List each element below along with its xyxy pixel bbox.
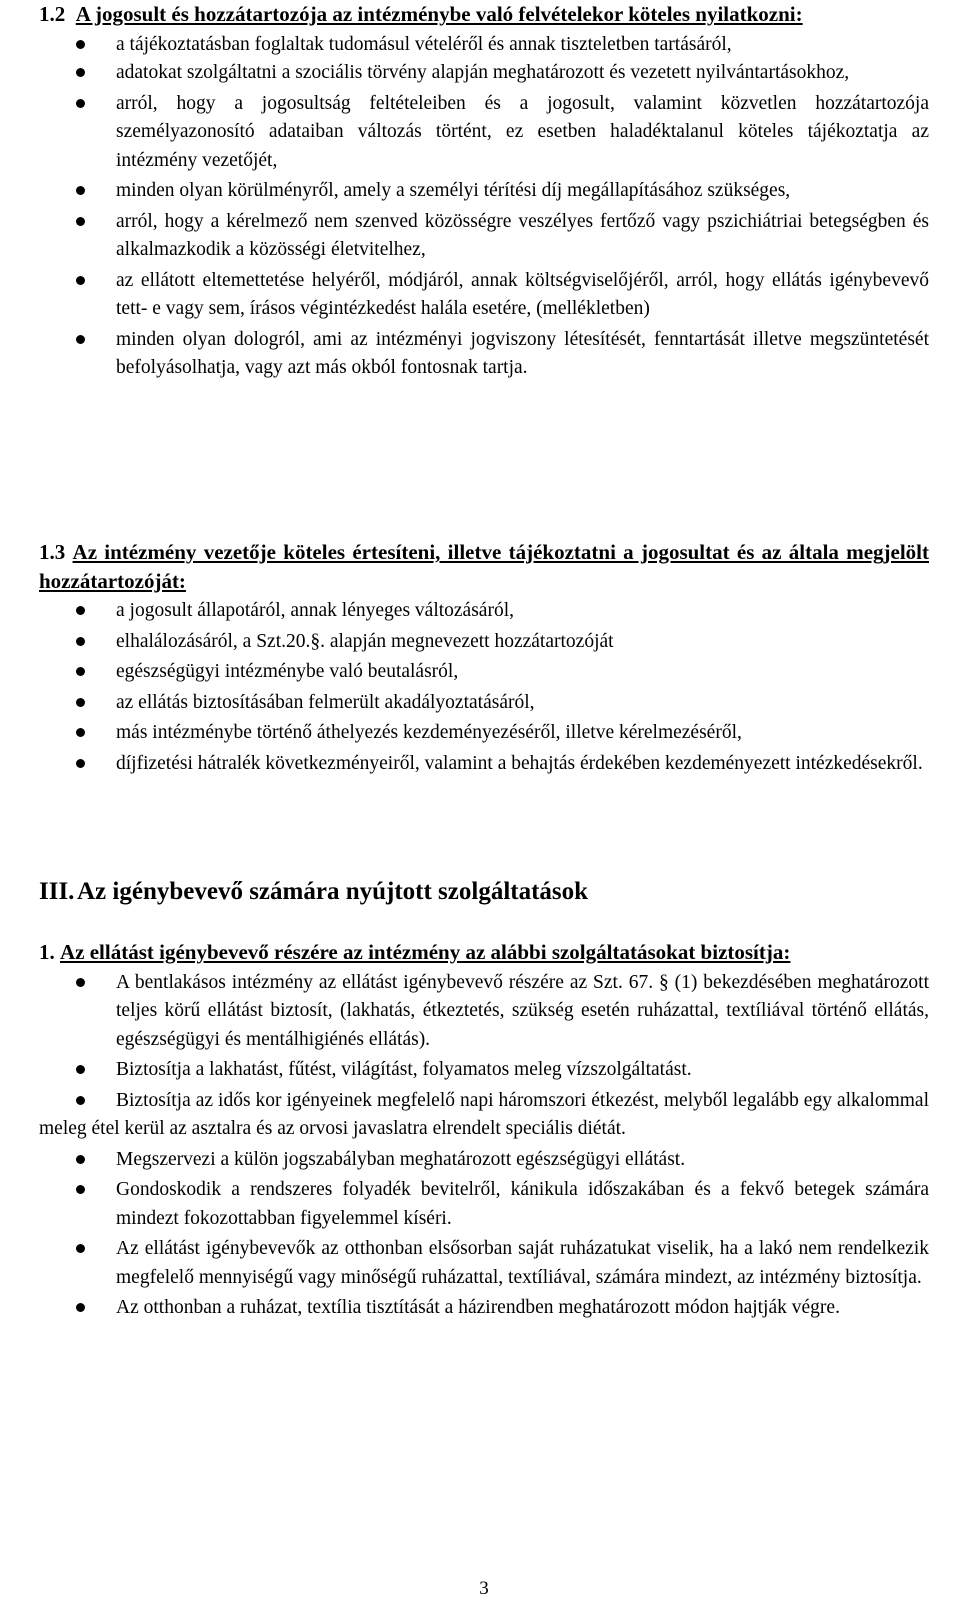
list-item: az ellátás biztosításában felmerült akadályoztatásáról,: [39, 689, 929, 718]
list-item: minden olyan dologról, ami az intézményi jogviszony létesítését, fenntartását illetve megszüntetését befolyásolhatja, vagy azt más okból fontosnak tartja.: [39, 326, 929, 383]
bullet-icon: [76, 68, 85, 77]
list-item: Gondoskodik a rendszeres folyadék bevitelről, kánikula időszakában és a fekvő betegek számára mindezt fokozottabban figyelemmel kíséri.: [39, 1176, 929, 1233]
bullet-icon: [76, 606, 85, 615]
bullet-icon: [76, 1244, 85, 1253]
bullet-icon: [76, 99, 85, 108]
list-item: arról, hogy a jogosultság feltételeiben és a jogosult, valamint közvetlen hozzátartozója személyazonosító adataiban változás történt, ez esetben haladéktalanul köteles tájékoztatja az intézmény vezetőjét,: [39, 90, 929, 176]
bullet-icon: [76, 667, 85, 676]
section-1: [39, 938, 929, 1323]
bullet-icon: [76, 1185, 85, 1194]
section-title: A jogosult és hozzátartozója az intézménybe való felvételekor köteles nyilatkozni:: [75, 2, 803, 26]
chapter-title: Az igénybevevő számára nyújtott szolgáltatások: [77, 878, 589, 905]
page-number: 3: [479, 1578, 489, 1599]
bullet-icon: [76, 186, 85, 195]
section-number: 1.2: [39, 2, 66, 26]
bullet-icon: [76, 698, 85, 707]
section-1-3-heading: [39, 538, 929, 595]
list-item: elhalálozásáról, a Szt.20.§. alapján megnevezett hozzátartozóját: [39, 628, 929, 657]
bullet-icon: [76, 1155, 85, 1164]
list-item: Megszervezi a külön jogszabályban meghatározott egészségügyi ellátást.: [39, 1146, 929, 1175]
list-item: más intézménybe történő áthelyezés kezdeményezéséről, illetve kérelmezéséről,: [39, 719, 929, 748]
list-item: a tájékoztatásban foglaltak tudomásul vételéről és annak tiszteletben tartásáról,: [39, 31, 929, 60]
section-1-list: [39, 969, 929, 1323]
list-item: a jogosult állapotáról, annak lényeges változásáról,: [39, 597, 929, 626]
bullet-icon: [76, 1303, 85, 1312]
list-item: minden olyan körülményről, amely a személyi térítési díj megállapításához szükséges,: [39, 177, 929, 206]
section-title: Az intézmény vezetője köteles értesíteni, illetve tájékoztatni a jogosultat és az általa megjelölt hozzátartozóját:: [39, 540, 929, 593]
section-title: Az ellátást igénybevevő részére az intézmény az alábbi szolgáltatásokat biztosítja:: [60, 940, 791, 964]
bullet-icon: [76, 276, 85, 285]
section-1-heading: [39, 938, 929, 967]
section-number: 1.3: [39, 540, 66, 564]
list-item: az ellátott eltemettetése helyéről, módjáról, annak költségviselőjéről, arról, hogy ellátás igénybevevő tett- e vagy sem, írásos végintézkedést halála esetére, (mellékletben): [39, 267, 929, 324]
bullet-icon: [76, 728, 85, 737]
chapter-numeral: III.: [39, 878, 75, 905]
bullet-icon: [76, 217, 85, 226]
section-1-2-list: [39, 31, 929, 383]
list-item: díjfizetési hátralék következményeiről, valamint a behajtás érdekében kezdeményezett intézkedésekről.: [39, 750, 929, 779]
list-item: A bentlakásos intézmény az ellátást igénybevevő részére az Szt. 67. § (1) bekezdésében meghatározott teljes körű ellátást biztosít, (lakhatás, étkeztetés, szükség esetén ruházattal, textíliával történő ellátás, egészségügyi és mentálhigiénés ellátás).: [39, 969, 929, 1055]
list-item: adatokat szolgáltatni a szociális törvény alapján meghatározott és vezetett nyilvántartásokhoz,: [39, 59, 929, 88]
list-item: Biztosítja a lakhatást, fűtést, világítást, folyamatos meleg vízszolgáltatást.: [39, 1056, 929, 1085]
list-item: Az ellátást igénybevevők az otthonban elsősorban saját ruházatukat viselik, ha a lakó nem rendelkezik megfelelő mennyiségű vagy minőségű ruházattal, textíliával, számára mindezt, az intézmény biztosítja.: [39, 1235, 929, 1292]
bullet-icon: [76, 759, 85, 768]
bullet-icon: [76, 1096, 85, 1105]
list-item: Az otthonban a ruházat, textília tisztítását a házirendben meghatározott módon hajtják végre.: [39, 1294, 929, 1323]
bullet-icon: [76, 1065, 85, 1074]
section-1-2: [39, 0, 929, 383]
section-1-2-heading: [39, 0, 929, 29]
bullet-icon: [76, 637, 85, 646]
section-1-3: [39, 538, 929, 778]
section-number: 1.: [39, 940, 55, 964]
bullet-icon: [76, 335, 85, 344]
list-item: Biztosítja az idős kor igényeinek megfelelő napi háromszori étkezést, melyből legalább egy alkalommal meleg étel kerül az asztalra és az orvosi javaslatra elrendelt speciális diétát.: [39, 1089, 929, 1139]
bullet-icon: [76, 978, 85, 987]
bullet-icon: [76, 40, 85, 49]
list-item: egészségügyi intézménybe való beutalásról,: [39, 658, 929, 687]
section-1-3-list: [39, 597, 929, 778]
list-item: arról, hogy a kérelmező nem szenved közösségre veszélyes fertőző vagy pszichiátriai betegségben és alkalmazkodik a közösségi életvitelhez,: [39, 208, 929, 265]
